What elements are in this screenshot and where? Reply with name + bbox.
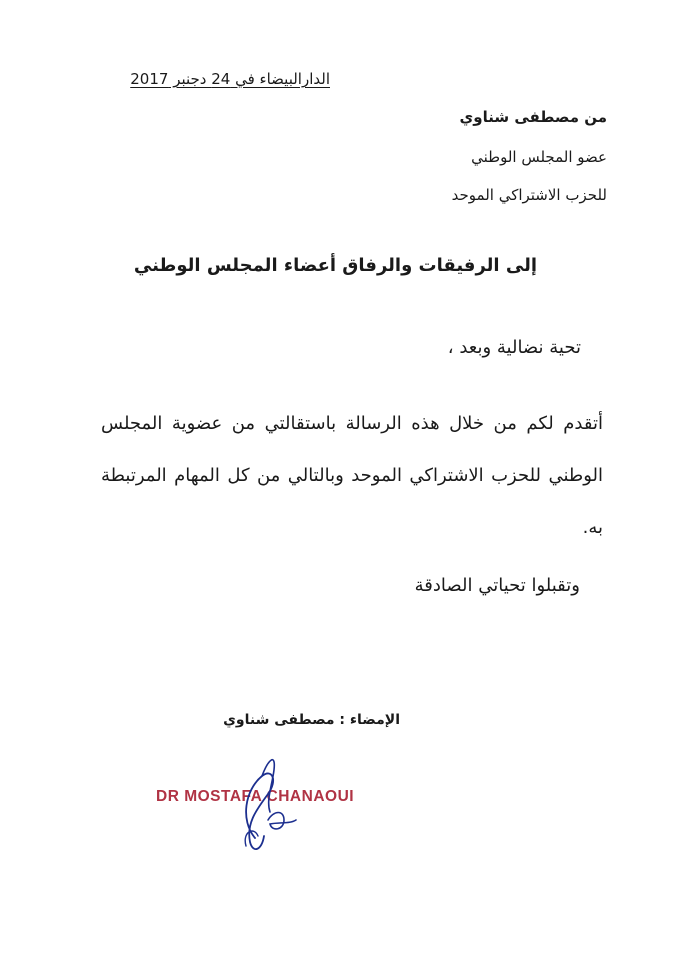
signature-stamp — [150, 750, 390, 860]
sender-role: عضو المجلس الوطني — [471, 148, 607, 166]
handwritten-signature-icon — [150, 750, 390, 860]
letter-addressee: إلى الرفيقات والرفاق أعضاء المجلس الوطني — [133, 255, 537, 276]
letter-greeting: تحية نضالية وبعد ، — [447, 337, 581, 358]
letter-closing: وتقبلوا تحياتي الصادقة — [414, 575, 580, 596]
sender-party: للحزب الاشتراكي الموحد — [451, 186, 607, 204]
sender-name: من مصطفى شناوي — [459, 108, 607, 126]
letter-body: أتقدم لكم من خلال هذه الرسالة باستقالتي من عضوية المجلس الوطني للحزب الاشتراكي الموحد وبالتالي من كل المهام المرتبطة به. — [101, 413, 603, 538]
signature-label: الإمضاء : مصطفى شناوي — [223, 712, 400, 728]
letter-date: الدارالبيضاء في 24 دجنبر 2017 — [130, 70, 330, 88]
stamp-text: DR MOSTAFA CHANAOUI — [156, 788, 355, 805]
